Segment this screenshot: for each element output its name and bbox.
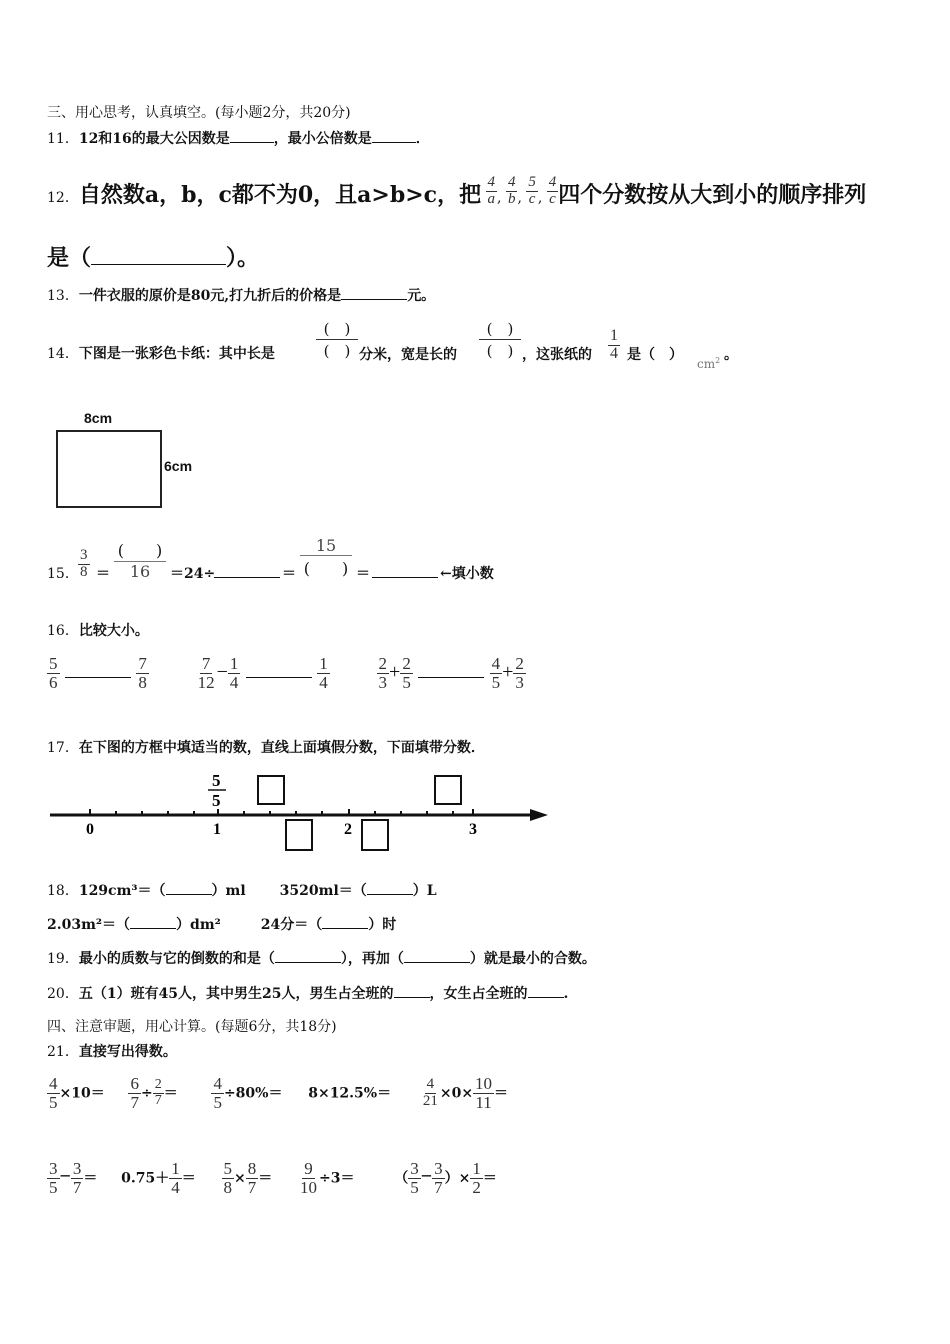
q16-a: $\frac{5}{6}$ xyxy=(49,654,58,692)
q18-blank-3[interactable] xyxy=(130,914,176,929)
q21-number: 21． xyxy=(47,1044,79,1060)
q14-number: 14． xyxy=(47,346,79,362)
q14-frac-1[interactable]: ( ) ( ) xyxy=(316,318,358,361)
section4-title: 四、注意审题，用心计算。(每题6分，共18分) xyxy=(47,1019,337,1035)
tick-label-3: 3 xyxy=(469,821,477,838)
q12-line2-start: 是（ xyxy=(47,245,92,271)
q15-blank-2[interactable] xyxy=(372,563,438,578)
q21-f-a: $\frac{4}{5}$ xyxy=(49,1074,58,1112)
tick-label-2: 2 xyxy=(344,821,352,838)
q15-mid: ＝24÷ xyxy=(170,566,216,582)
q18-d-end: ）时 xyxy=(368,917,397,933)
question-17 xyxy=(47,738,485,758)
q18-b: 3520ml＝（ xyxy=(279,883,367,899)
q18-blank-2[interactable] xyxy=(367,880,413,895)
question-12: 12．自然数a，b，c都不为0，且a>b>c，把 $\frac{4}{a}$ , $\frac{4}{b}$ , $\frac{5}{c}$ , $\frac{4}{c}$ 四个分数按从大到小的顺序排列 xyxy=(47,173,867,208)
q21-f-k: $\frac{8}{7}$ xyxy=(247,1159,257,1197)
q19-number: 19． xyxy=(47,951,79,967)
tick-label-0: 0 xyxy=(86,821,94,838)
q14-frac-2[interactable]: ( ) ( ) xyxy=(479,318,521,361)
q16-text: 比较大小。 xyxy=(78,623,149,639)
q14-end: 。 xyxy=(724,347,738,363)
q21-f-f: $\frac{10}{11}$ xyxy=(475,1074,493,1112)
question-21 xyxy=(47,1042,177,1062)
q19-text-b: ），再加（ xyxy=(340,951,404,967)
answer-box-top-1[interactable] xyxy=(258,776,284,804)
answer-box-bottom-1[interactable] xyxy=(286,820,312,850)
q13-number: 13． xyxy=(47,288,79,304)
q18-b-end: ）L xyxy=(412,883,437,899)
question-11 xyxy=(47,128,430,149)
q16-blank-1[interactable] xyxy=(65,663,131,678)
q19-text-a: 最小的质数与它的倒数的和是（ xyxy=(78,951,275,967)
q12-number: 12． xyxy=(47,190,79,206)
q14-unit: $cm^2$ xyxy=(697,356,721,371)
answer-box-top-2[interactable] xyxy=(435,776,461,804)
q21-f-p: $\frac{1}{2}$ xyxy=(472,1159,481,1197)
q12-text-a: 自然数a，b，c都不为0，且a>b>c，把 xyxy=(78,182,482,208)
q15-frac-3[interactable]: 15 ( ) xyxy=(300,536,352,579)
question-18-row1 xyxy=(47,880,437,901)
q15-frac-2[interactable]: ( ) 16 xyxy=(114,538,166,581)
q16-number: 16． xyxy=(47,623,79,639)
q12-frac-d: $\frac{4}{c}$ xyxy=(548,173,557,207)
question-20 xyxy=(47,983,568,1004)
q16-blank-2[interactable] xyxy=(246,663,312,678)
q16-g: $\frac{2}{5}$ xyxy=(402,654,411,692)
q18-d: 24分＝（ xyxy=(260,917,323,933)
q21-row-1: $\frac{4}{5}$ ×10＝ $\frac{6}{7}$ ÷ $\frac{2}{7}$ ＝ $\frac{4}{5}$ ÷80%＝ 8×12.5%＝ $\frac{4}{21}$ ×0× $\frac{10}{11}$ ＝ xyxy=(49,1074,509,1112)
q21-f-o: $\frac{3}{7}$ xyxy=(434,1159,443,1197)
q11-blank-1[interactable] xyxy=(230,128,274,143)
q16-blank-3[interactable] xyxy=(418,663,484,678)
q18-a: 129cm³＝（ xyxy=(78,883,166,899)
q15-blank-1[interactable] xyxy=(214,563,280,578)
q15-number: 15． xyxy=(47,566,79,582)
q21-text: 直接写出得数。 xyxy=(78,1044,177,1060)
q20-text-b: ，女生占全班的 xyxy=(429,986,528,1002)
q16-compare-row: $\frac{5}{6}$ $\frac{7}{8}$ $\frac{7}{12}$ − $\frac{1}{4}$ $\frac{1}{4}$ $\frac{2}{3}$ + $\frac{2}{5}$ $\frac{4}{5}$ + $\frac{2}{3}$ xyxy=(49,654,524,692)
q12-line2-end: ）。 xyxy=(226,245,260,271)
q13-end: 元。 xyxy=(407,288,436,304)
q21-f-g: $\frac{3}{5}$ xyxy=(49,1159,58,1197)
q16-d: $\frac{1}{4}$ xyxy=(229,654,239,692)
q19-blank-2[interactable] xyxy=(404,948,470,963)
question-19 xyxy=(47,948,596,969)
tick-label-1: 1 xyxy=(213,821,221,838)
q18-c-end: ）dm² xyxy=(176,917,221,933)
frac-num: 5 xyxy=(212,771,221,790)
q11-text-a: 12和16的最大公因数是 xyxy=(78,131,230,147)
figure-length-label: 8cm xyxy=(84,410,113,426)
q14-frac-quarter: $\frac{1}{4}$ xyxy=(610,327,618,362)
q20-end: . xyxy=(563,986,569,1002)
q12-frac-c: $\frac{5}{c}$ xyxy=(528,173,536,207)
q19-text-c: ）就是最小的合数。 xyxy=(469,951,596,967)
q21-f-i: $\frac{1}{4}$ xyxy=(171,1159,180,1197)
question-12-line2 xyxy=(47,243,259,276)
q20-number: 20． xyxy=(47,986,79,1002)
q14-text-d: 是（ ） xyxy=(627,347,683,363)
q21-f-m: $\frac{3}{5}$ xyxy=(410,1159,419,1197)
q14-text-b: 分米，宽是长的 xyxy=(359,347,457,363)
q14-text-c: ，这张纸的 xyxy=(522,347,592,363)
q11-blank-2[interactable] xyxy=(372,128,416,143)
q21-f-c: $\frac{2}{7}$ xyxy=(154,1077,162,1108)
q15-eq-2: ＝ xyxy=(282,566,296,582)
q11-number: 11． xyxy=(47,131,79,147)
q17-number: 17． xyxy=(47,740,79,756)
number-line xyxy=(46,768,556,858)
figure-width-label: 6cm xyxy=(164,458,193,474)
q15-eq-1: ＝ xyxy=(96,566,110,582)
q11-end: ． xyxy=(415,131,430,147)
q14-text-a: 下图是一张彩色卡纸：其中长是 xyxy=(78,346,275,362)
q20-blank-2[interactable] xyxy=(528,983,564,998)
question-16 xyxy=(47,621,149,641)
q15-eq-3: ＝ xyxy=(356,566,370,582)
q19-blank-1[interactable] xyxy=(275,948,341,963)
section3-title: 三、用心思考，认真填空。(每小题2分，共20分) xyxy=(47,105,351,121)
frac-den: 5 xyxy=(212,791,221,810)
q16-b: $\frac{7}{8}$ xyxy=(138,654,147,692)
question-18-row2 xyxy=(47,914,396,935)
q18-blank-1[interactable] xyxy=(166,880,212,895)
q16-h: $\frac{4}{5}$ xyxy=(491,654,501,692)
q12-text-b: 四个分数按从大到小的顺序排列 xyxy=(558,182,867,208)
q13-text: 一件衣服的原价是80元,打九折后的价格是 xyxy=(78,288,342,304)
q21-row-2: $\frac{3}{5}$ − $\frac{3}{7}$ ＝ 0.75＋ $\frac{1}{4}$ ＝ $\frac{5}{8}$ × $\frac{8}{7}$ ＝ $\frac{9}{10}$ ÷3＝ （ $\frac{3}{5}$ − $\frac{3}{7}$ ）× $\frac{1}{2}$ ＝ xyxy=(49,1159,497,1197)
q12-frac-b: $\frac{4}{b}$ xyxy=(507,173,516,207)
card-rectangle xyxy=(56,430,162,508)
q18-a-end: ）ml xyxy=(211,883,246,899)
q12-frac-a: $\frac{4}{a}$ xyxy=(487,173,496,207)
q11-text-b: ，最小公倍数是 xyxy=(273,131,372,147)
q16-i: $\frac{2}{3}$ xyxy=(515,654,524,692)
q21-f-e: $\frac{4}{21}$ xyxy=(422,1076,438,1109)
q21-f-l: $\frac{9}{10}$ xyxy=(300,1159,317,1197)
q20-text-a: 五（1）班有45人，其中男生25人，男生占全班的 xyxy=(78,986,394,1002)
q17-text: 在下图的方框中填适当的数，直线上面填假分数，下面填带分数． xyxy=(78,740,485,756)
q20-blank-1[interactable] xyxy=(394,983,430,998)
q12-blank[interactable] xyxy=(91,246,226,265)
question-13 xyxy=(47,285,435,306)
q21-f-h: $\frac{3}{7}$ xyxy=(72,1159,82,1197)
q18-number: 18． xyxy=(47,883,79,899)
q21-f-b: $\frac{6}{7}$ xyxy=(130,1074,139,1112)
q18-blank-4[interactable] xyxy=(322,914,368,929)
question-14 xyxy=(47,344,275,364)
q15-frac-1: $\frac{3}{8}$ xyxy=(80,547,88,580)
q18-c: 2.03m²＝（ xyxy=(47,917,131,933)
q13-blank[interactable] xyxy=(341,285,407,300)
answer-box-bottom-2[interactable] xyxy=(362,820,388,850)
q16-f: $\frac{2}{3}$ xyxy=(378,654,388,692)
q21-f-d: $\frac{4}{5}$ xyxy=(213,1074,222,1112)
q15-end: ←填小数 xyxy=(440,566,494,582)
q16-c: $\frac{7}{12}$ xyxy=(197,654,215,692)
q16-e: $\frac{1}{4}$ xyxy=(319,654,328,692)
q21-f-j: $\frac{5}{8}$ xyxy=(223,1159,233,1197)
